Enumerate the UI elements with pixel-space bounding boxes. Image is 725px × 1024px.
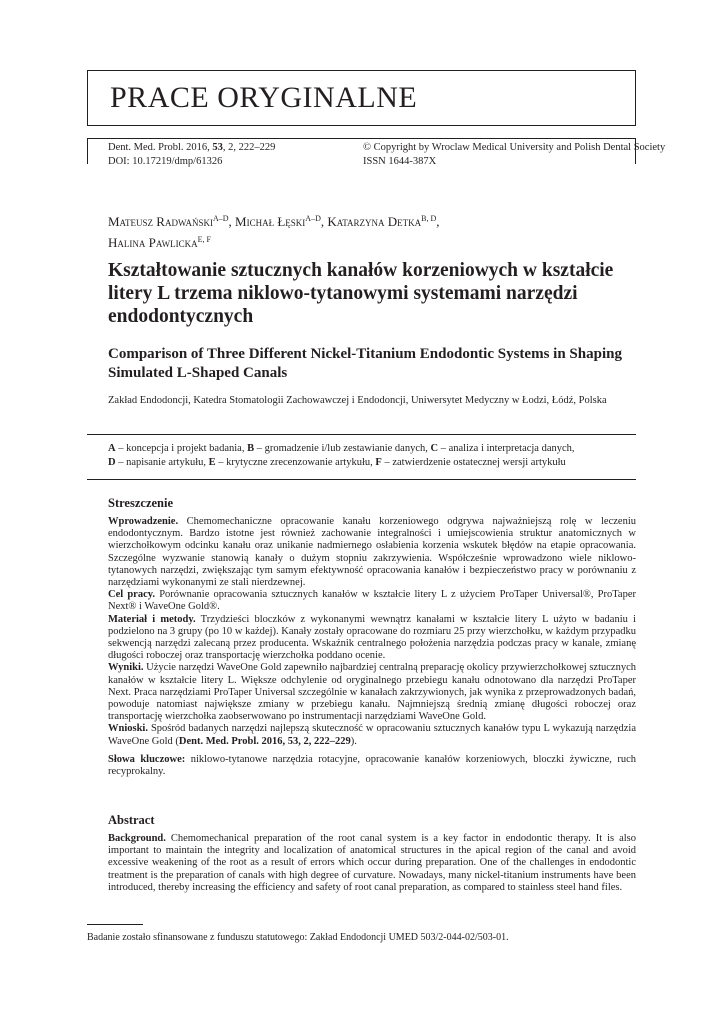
author-roles: A–D: [305, 214, 321, 223]
author-roles: E, F: [197, 235, 211, 244]
divider: [87, 434, 636, 435]
citation: Dent. Med. Probl. 2016, 53, 2, 222–229: [108, 142, 276, 153]
abstract-body: [108, 833, 636, 894]
contributions: A – koncepcja i projekt badania, B – gromadzenie i/lub zestawianie danych, C – analiza i interpretacja danych, D – napisanie artykułu, E – krytyczne zrecenzowanie artykułu, F – zatwierdzenie ostatecznej wersji artykułu: [108, 443, 575, 468]
author-name: Michał Łęski: [235, 214, 306, 229]
streszczenie-heading: Streszczenie: [108, 496, 174, 510]
issn: ISSN 1644-387X: [363, 155, 437, 167]
title-english: Comparison of Three Different Nickel-Titanium Endodontic Systems in Shaping Simulated L-Shaped Canals: [108, 346, 622, 381]
citation-block: [108, 141, 275, 168]
keywords: Słowa kluczowe: niklowo-tytanowe narzędzia rotacyjne, opracowanie kanałów korzeniowych, bloczki żywiczne, ruch recyprokalny.: [108, 753, 636, 778]
abstract-heading: Abstract: [108, 813, 155, 827]
author-name: Halina Pawlicka: [108, 235, 198, 250]
author-roles: B, D: [421, 214, 437, 223]
author-roles: A–D: [212, 214, 229, 223]
divider: [87, 479, 636, 480]
copyright: © Copyright by Wroclaw Medical University and Polish Dental Society: [363, 142, 666, 153]
footnote: Badanie zostało sfinansowane z funduszu statutowego: Zakład Endodoncji UMED 503/2-044-02/503-01.: [87, 932, 509, 943]
footnote-rule: [87, 924, 143, 925]
author-name: Katarzyna Detka: [327, 214, 422, 229]
section-title: PRACE ORYGINALNE: [110, 81, 418, 114]
paragraph: Wnioski. Spośród badanych narzędzi najlepszą skuteczność w opracowaniu sztucznych kanałów typu L wykazują narzędzia WaveOne Gold (Dent. Med. Probl. 2016, 53, 2, 222–229).: [108, 723, 636, 747]
paragraph: Wprowadzenie. Chemomechaniczne opracowanie kanału korzeniowego odgrywa najważniejszą rolę w leczeniu endodontycznym. Bardzo istotne jest również zachowanie integralności i umiejscowienia struktur anatomicznych w wierzchołkowym odcinku kanału oraz unikanie nadmiernego osłabienia korzenia wskutek błędów na etapie opracowania. Szczególne wyzwanie stanowią kanały o dużym stopniu zakrzywienia. Współcześnie wprowadzono wiele niklowo-tytanowych narzędzi, zwiększając tym samym efektywność opracowania kanałów i bezpieczeństwo pracy w porównaniu z narzędziami wykonanymi ze stali nierdzewnej.: [108, 516, 636, 589]
author-list: Mateusz Radwański$^{A-D}$, Michał Łęski$^{A-D}$, Katarzyna Detka$^{B, D}$, Halina Pawlicka$^{E, F}$: [108, 214, 440, 250]
title-polish: Kształtowanie sztucznych kanałów korzeniowych w kształcie litery L trzema niklowo-tytanowymi systemami narzędzi endodontycznych: [108, 260, 614, 327]
paragraph: Background. Chemomechanical preparation of the root canal system is a key factor in endodontic therapy. It is also important to maintain the integrity and localization of anatomical structures in the apical region of the canal and avoid excessive weakening of the root as a result of errors which occur during preparation. One of the challenges in endodontic treatment is the preparation of canals with high degree of curvature. Nowadays, many nickel-titanium instruments have been introduced, thereby increasing the efficiency and safety of root canal preparation, as compared to stainless steel hand files.: [108, 833, 636, 893]
streszczenie-body: [108, 516, 636, 778]
affiliation: Zakład Endodoncji, Katedra Stomatologii Zachowawczej i Endodoncji, Uniwersytet Medyczny w Łodzi, Łódź, Polska: [108, 395, 607, 406]
paragraph: Materiał i metody. Trzydzieści bloczków z wykonanymi wewnątrz kanałami w kształcie litery L użyto w badaniu i podzielono na 3 grupy (po 10 w każdej). Kanały zostały opracowane do rozmiaru 25 przy wierzchołku, w każdym przypadku sekwencją narzędzi zalecaną przez producenta. Wskaźnik centralnego położenia narzędzia podczas pracy w kanale, zmianę długości roboczej oraz transportację wierzchołka poddano ocenie.: [108, 613, 636, 662]
meta-top-rule: [87, 138, 636, 139]
meta-left-bar: [87, 138, 88, 164]
paragraph: Wyniki. Użycie narzędzi WaveOne Gold zapewniło najbardziej centralną preparację okolicy przywierzchołkowej sztucznych kanałów w kształcie litery L. Większe odchylenie od oryginalnego przebiegu kanału odnotowano dla narzędzi ProTaper Next. Praca narzędziami ProTaper Universal szczególnie w kanałach zakrzywionych, jak wynika z przeprowadzonych badań, powoduje natomiast największe zmiany w przebiegu kanału. Najmniejszą średnią zmianę długości roboczej oraz transportację wierzchołka zaobserwowano po instrumentacji narzędziami WaveOne Gold.: [108, 662, 636, 723]
paragraph: Cel pracy. Porównanie opracowania sztucznych kanałów w kształcie litery L z użyciem ProTaper Universal®, ProTaper Next® i WaveOne Gold®.: [108, 589, 636, 613]
author-name: Mateusz Radwański: [108, 214, 213, 229]
doi[interactable]: DOI: 10.17219/dmp/61326: [108, 155, 223, 167]
copyright-block: [363, 141, 665, 168]
